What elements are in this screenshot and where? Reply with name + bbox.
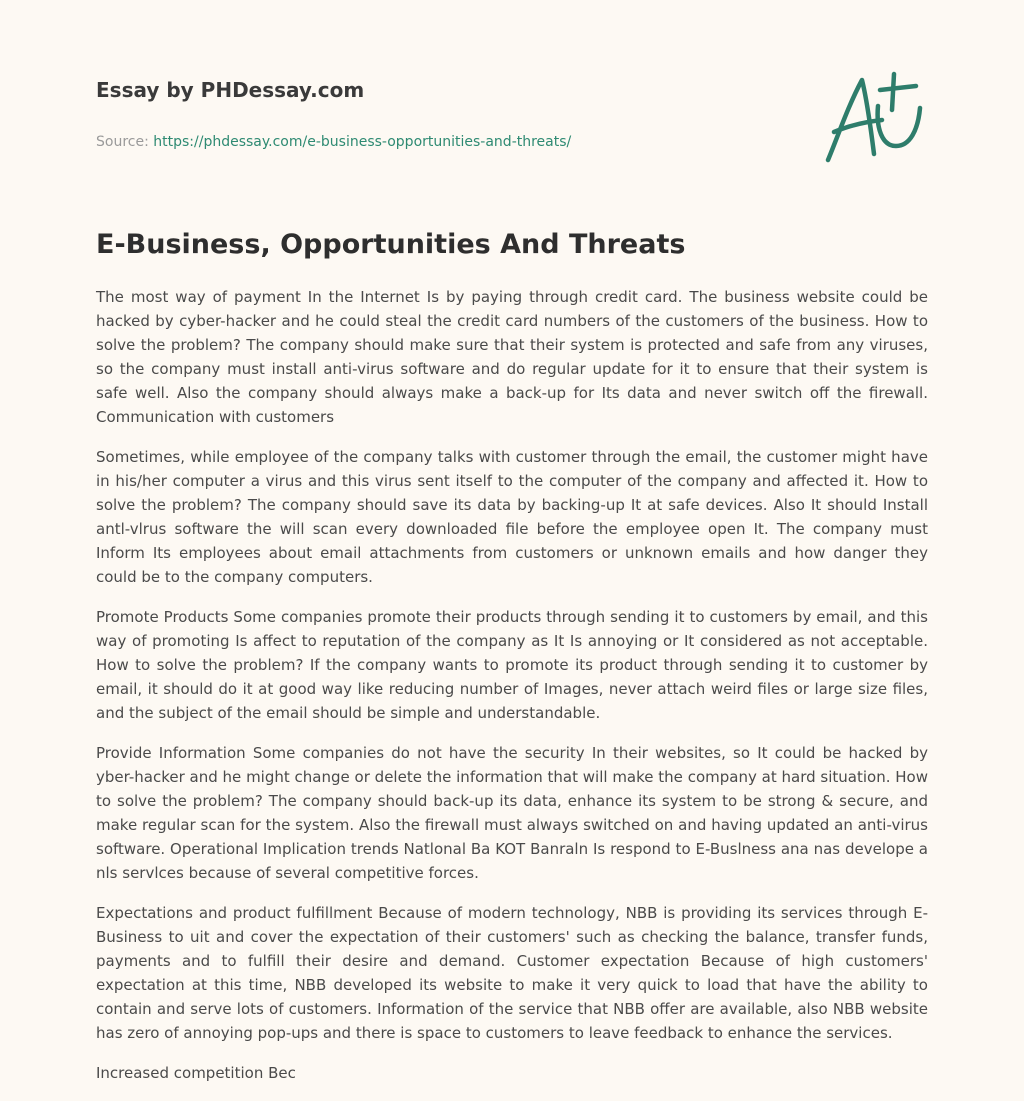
source-link[interactable]: https://phdessay.com/e-business-opportunities-and-threats/ [153,134,572,150]
page-header [96,76,928,152]
essay-paragraph: Provide Information Some companies do not have the security In their websites, so It could be hacked by yber-hacker and he might change or delete the information that will make the company at hard situation. How to solve the problem? The company should back-up its data, enhance its system to be strong & secure, and make regular scan for the system. Also the firewall must always switched on and having updated an anti-virus software. Operational Implication trends Natlonal Ba KOT Banraln Is respond to E-Buslness ana nas develope a nls servlces because of several competitive forces. [96,744,928,882]
source-label: Source: [96,134,149,150]
site-brand: Essay by PHDessay.com [96,78,365,102]
essay-paragraph: Sometimes, while employee of the company talks with customer through the email, the customer might have in his/her computer a virus and this virus sent itself to the computer of the company and affected it. How to solve the problem? The company should save its data by backing-up It at safe devices. Also It should Install antl-vlrus software the will scan every downloaded file before the employee open It. The company must Inform Its employees about email attachments from customers or unknown emails and how danger they could be to the company computers. [96,448,928,586]
a-plus-logo-icon [822,66,926,166]
essay-paragraph: Promote Products Some companies promote their products through sending it to customers by email, and this way of promoting Is affect to reputation of the company as It Is annoying or It considered as not acceptable. How to solve the problem? If the company wants to promote its product through sending it to customer by email, it should do it at good way like reducing number of Images, never attach weird files or large size files, and the subject of the email should be simple and understandable. [96,608,928,722]
essay-paragraph: Increased competition Bec [96,1064,296,1082]
essay-title: E-Business, Opportunities And Threats [96,229,686,260]
essay-paragraph: The most way of payment In the Internet Is by paying through credit card. The business website could be hacked by cyber-hacker and he could steal the credit card numbers of the customers of the business. How to solve the problem? The company should make sure that their system is protected and safe from any viruses, so the company must install anti-virus software and do regular update for it to ensure that their system is safe well. Also the company should always make a back-up for Its data and never switch off the firewall. Communication with customers [96,288,928,426]
essay-paragraph: Expectations and product fulfillment Because of modern technology, NBB is providing its services through E-Business to uit and cover the expectation of their customers' such as checking the balance, transfer funds, payments and to fulfill their desire and demand. Customer expectation Because of high customers' expectation at this time, NBB developed its website to make it very quick to load that have the ability to contain and serve lots of customers. Information of the service that NBB offer are available, also NBB website has zero of annoying pop-ups and there is space to customers to leave feedback to enhance the services. [96,904,928,1042]
source-line [96,132,928,152]
essay-body [96,285,928,1101]
